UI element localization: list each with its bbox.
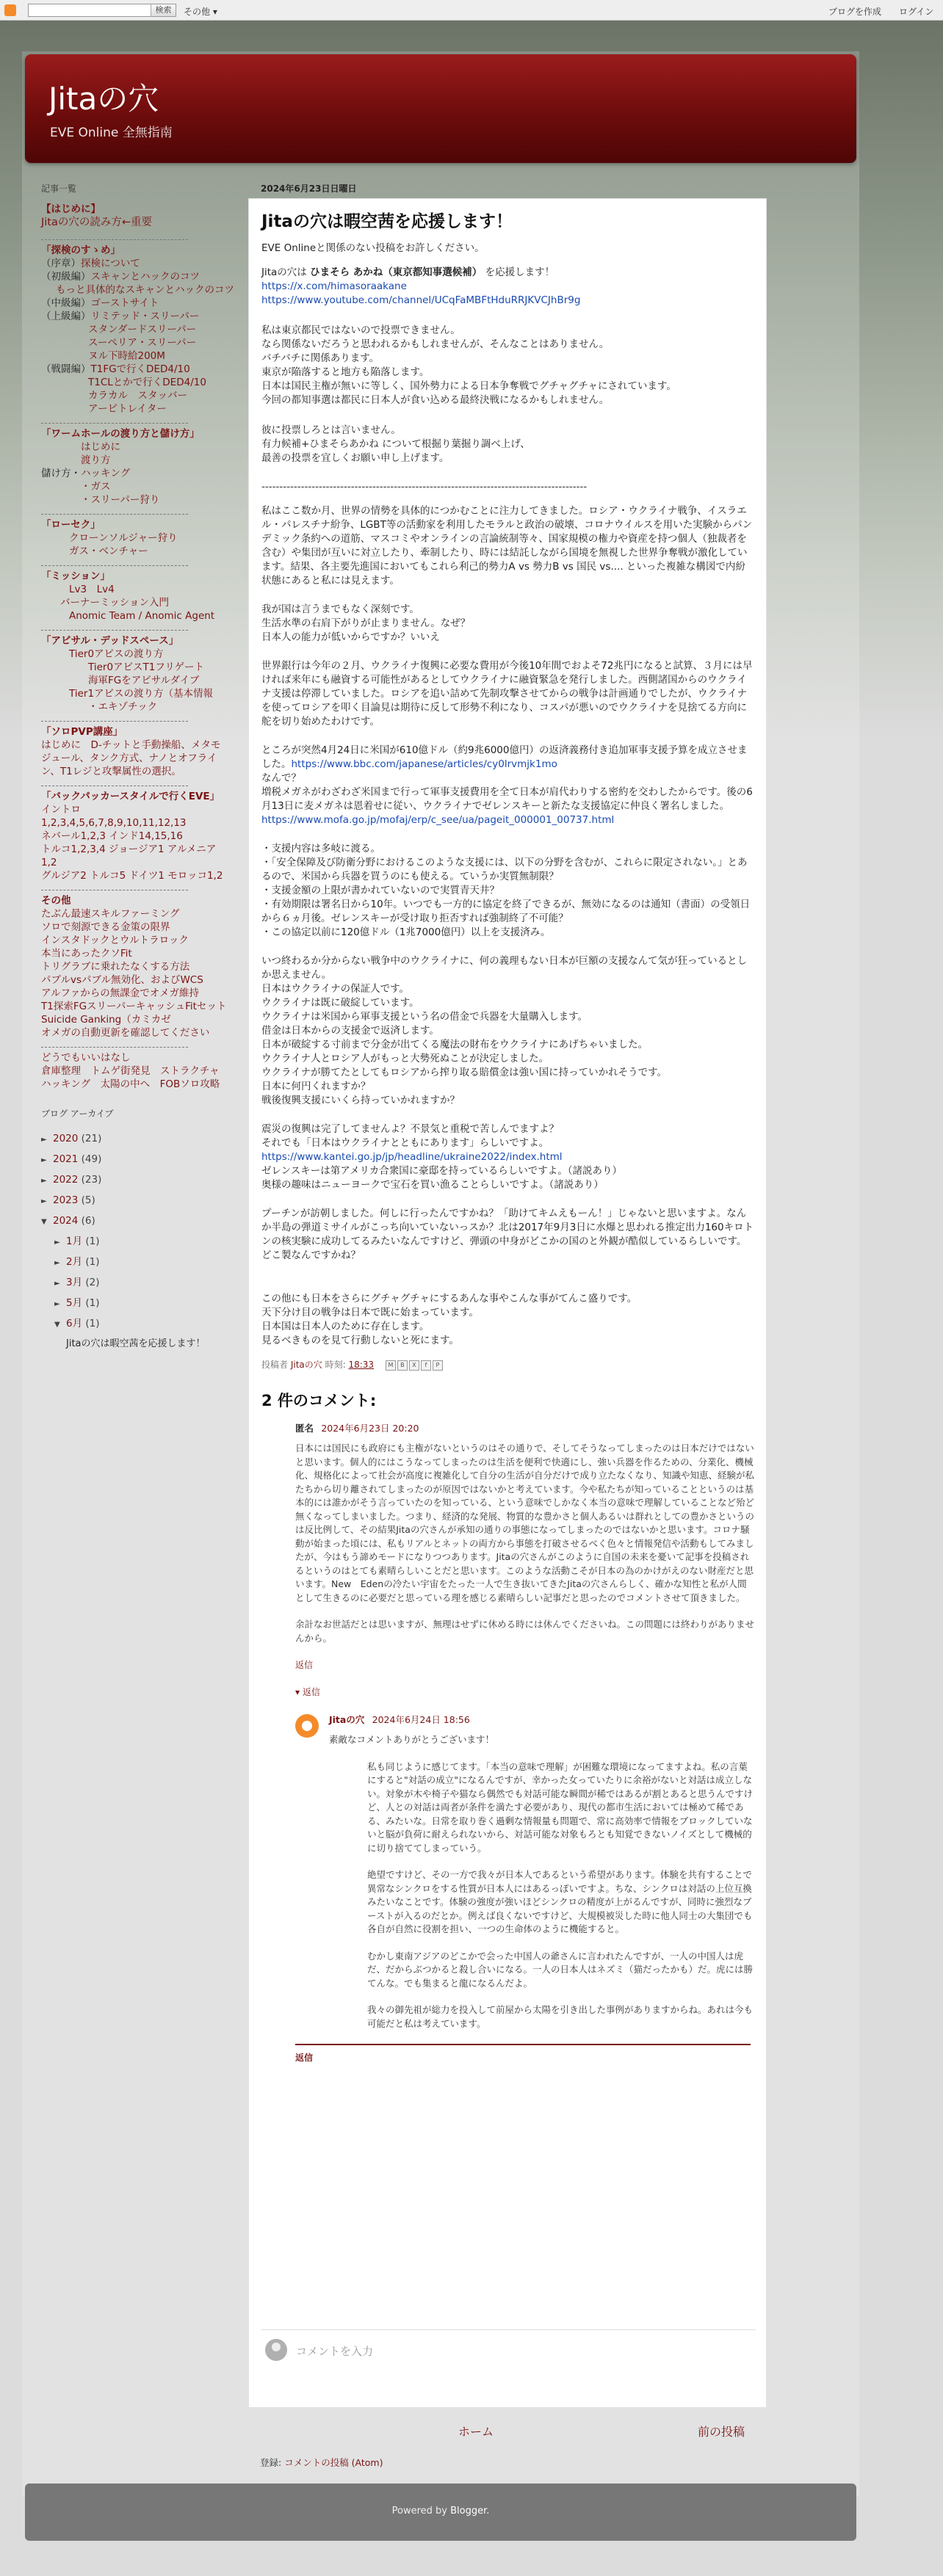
triangle-down-icon[interactable]: ▼ <box>54 1321 60 1329</box>
sidebar-group-title[interactable]: 「アビサル・デッドスペース」 <box>41 635 179 647</box>
blog-description: EVE Online 全無指南 <box>50 126 173 140</box>
archive-count: (1) <box>85 1236 100 1247</box>
text-line: 奥様の趣味はニューヨークで宝石を買い漁ることらしいですよ。（諸説あり） <box>261 1179 604 1191</box>
blog-archive <box>41 1129 225 1354</box>
sidebar-group-title[interactable]: その他 <box>41 895 71 907</box>
subscribe: 登録: コメントの投稿 (Atom) <box>260 2457 383 2468</box>
text-line: 戦後復興支援にいくら持っていかれますか？ <box>261 1095 460 1106</box>
paragraph-8 <box>261 954 755 1108</box>
email-icon[interactable]: M <box>386 1360 396 1371</box>
archive-month-link[interactable]: 2月 <box>66 1256 83 1268</box>
text-line: 日本人の能力が低いからですか？いいえ <box>261 631 440 643</box>
text-line: 日本に何円くれますか？ <box>261 1081 371 1092</box>
comment-input[interactable] <box>261 2329 756 2363</box>
sidebar-separator <box>41 423 188 424</box>
sidebar-item <box>41 960 225 973</box>
user-avatar-icon <box>265 2339 287 2361</box>
triangle-right-icon[interactable]: ► <box>54 1259 60 1267</box>
sidebar-item-link[interactable]: カラカル スタッバー <box>88 390 187 402</box>
reply-link-2[interactable]: 返信 <box>295 2053 314 2063</box>
sidebar-item-link[interactable]: ガス・ベンチャー <box>69 545 148 557</box>
text-line: 見るべきものを見て行動しないと死にます。 <box>261 1335 459 1346</box>
sidebar-item-link[interactable]: T1CLとかで行くDED4/10 <box>88 377 206 388</box>
link-bbc[interactable]: https://www.bbc.com/japanese/articles/cy0lrvmjk1mo <box>291 758 557 770</box>
sidebar-link-howto[interactable]: Jitaの穴の読み方←重要 <box>41 217 153 228</box>
paragraph-6b: なんで？ <box>261 772 301 784</box>
blog-this-icon[interactable]: B <box>397 1360 408 1371</box>
text-line: 天下分け目の戦争は日本で既に始まっています。 <box>261 1307 479 1318</box>
sidebar-item-prefix: 儲け方・ <box>41 468 81 479</box>
archive-year-link[interactable]: 2021 <box>53 1153 79 1165</box>
sidebar-item <box>41 739 225 778</box>
reply-link[interactable]: 返信 <box>295 1660 314 1670</box>
reply-body <box>329 1760 755 2031</box>
sidebar-item <box>41 297 225 310</box>
sidebar-item-link[interactable]: トルコ1,2,3,4 ジョージア1 アルメニア1,2 <box>41 843 217 868</box>
sidebar-item <box>41 440 225 454</box>
archive-count: (21) <box>81 1133 102 1144</box>
share-buttons <box>386 1358 444 1372</box>
home-link[interactable]: ホーム <box>458 2425 494 2439</box>
sidebar-separator <box>41 565 188 566</box>
chevron-down-icon: ▾ <box>212 7 217 17</box>
sidebar-item-prefix: （戦闘編） <box>41 363 91 375</box>
text-line: 日本が破綻する寸前まで分金が出てくる魔法の財布をウクライナにあげちゃいました。 <box>261 1039 648 1051</box>
blogger-navbar <box>0 0 943 21</box>
text-line: この他にも日本をさらにグチャグチャにするあんな事やこんな事がてんこ盛りです。 <box>261 1293 637 1305</box>
search-button[interactable]: 検索 <box>151 4 176 16</box>
archive-month-link[interactable]: 3月 <box>66 1277 83 1288</box>
sidebar-item-link[interactable]: Suicide Ganking（カミカゼ <box>41 1014 171 1026</box>
paragraph-9b <box>261 1164 755 1192</box>
sidebar-item-link[interactable]: Tier1アビスの渡り方（基本情報 <box>69 688 214 700</box>
blog-header <box>25 54 856 163</box>
paragraph-7 <box>261 842 755 940</box>
dash-divider: ------------------------------------------------------------------------------------------- <box>261 481 588 493</box>
paragraph-3: 私はここ数か月、世界の情勢を具体的につかむことに注力してきました。ロシア・ウクライナ戦争、イスラエル・パレスチナ紛争、LGBT等の活動家を利用したモラルと政治の破壊、コロナウイルスを用いた実験からパンデミック条約への道筋、マスコミやオンラインの言論統制等々、国家規模の権力や資産を持つ個人（独裁者を含む）や集団が互いに対立したり、牽制したり、時には結託しながら国境を無視した世界争奪戦が激化しています。結果、各主要先進国においてもこれら利己的勢力A vs 勢力B vs 国民 vs.... といった複雑な構図で内紛状態にあると私には見えます。 <box>261 505 753 587</box>
sidebar-item-link[interactable]: 海軍FGをアビサルダイブ <box>88 675 200 686</box>
text-line: 日本は国民主権が無いに等しく、国外勢力による日本争奪戦でグチャグチャにされています。 <box>261 380 676 392</box>
post-footer: 投稿者 Jitaの穴 時刻: 18:33 M B X f P <box>261 1358 755 1372</box>
sidebar-item <box>41 947 225 960</box>
text-line: 有力候補+ひまそらあかね について根掘り葉掘り調べ上げ、 <box>261 438 530 450</box>
reply-divider <box>295 2044 751 2045</box>
archive-month <box>41 1294 225 1314</box>
text-line: ・この協定以前に120億ドル（1兆7000億円）以上を支援済み。 <box>261 926 551 938</box>
post-date-header: 2024年6月23日日曜日 <box>261 184 357 194</box>
login-link[interactable]: ログイン <box>899 7 934 17</box>
sidebar <box>41 182 234 1354</box>
text-line: 借金は日本からの支援金で返済します。 <box>261 1025 439 1037</box>
sidebar-item <box>41 907 225 921</box>
sidebar-item <box>41 1000 225 1013</box>
sidebar-group-title[interactable]: 「ミッション」 <box>41 570 110 582</box>
sidebar-item-link[interactable]: 渡り方 <box>81 454 111 466</box>
archive-post-link[interactable]: Jitaの穴は暇空茜を応援します！ <box>66 1338 206 1349</box>
archive-year-link[interactable]: 2020 <box>53 1133 79 1144</box>
text-line: なら関係ないだろうと思われるかもしれませんが、そんなことはありません。 <box>261 338 610 350</box>
reply-date[interactable]: 2024年6月24日 18:56 <box>372 1714 470 1725</box>
sidebar-item-link[interactable]: イントロ1,2,3,4,5,6,7,8,9,10,11,12,13 <box>41 804 187 829</box>
archive-count: (1) <box>85 1256 100 1268</box>
text-line: 我が国は言うまでもなく深刻です。 <box>261 603 419 615</box>
post-intro: EVE Onlineと関係のない投稿をお許しください。 <box>261 242 485 254</box>
sidebar-item-link[interactable]: ハッキング <box>81 468 131 479</box>
sidebar-separator <box>41 1047 188 1048</box>
sidebar-item <box>41 467 225 480</box>
comment-paragraph: むかし東南アジアのどこかで会った中国人の爺さんに言われたんですが、一人の中国人は虎だ、だからぶつかると殺し合いになる。一人の日本人はネズミ（猫だったかも）だ。虎には勝てんな。でも集まると龍になるんだよ。 <box>367 1950 754 1989</box>
candidate-name: ひまそら あかね（東京都知事選候補） <box>310 266 483 278</box>
blogger-logo-icon[interactable] <box>4 4 16 16</box>
sidebar-item-link[interactable]: アルファからの無課金でオメガ維持 <box>41 987 200 999</box>
text-line: ウクライナ人とロシア人がもっと大勢死ぬことが決定しました。 <box>261 1053 549 1064</box>
text-line: いつ終わるか分からない戦争中のウクライナに、何の義理もない日本が巨額の支援なんて気が狂っているとしか思えません。 <box>261 955 748 981</box>
triangle-right-icon[interactable]: ► <box>41 1197 47 1205</box>
sidebar-group-title[interactable]: 「ソロPVP講座」 <box>41 726 123 738</box>
archive-month <box>41 1252 225 1273</box>
link-mofa[interactable]: https://www.mofa.go.jp/mofaj/erp/c_see/ua/pageit_000001_00737.html <box>261 814 615 826</box>
sidebar-item <box>41 389 225 402</box>
archive-month-link[interactable]: 1月 <box>66 1236 83 1247</box>
sidebar-item-link[interactable]: T1探索FGスリーパーキャッシュFitセット <box>41 1001 227 1012</box>
sidebar-separator <box>41 721 188 722</box>
sidebar-item-link[interactable]: ヌル下時給200M <box>88 350 165 362</box>
text-line: 今回の都知事選は都民に日本人が食い込める最終決戦になるかもしれません。 <box>261 394 610 406</box>
sidebar-item <box>41 545 225 558</box>
archive-year <box>41 1150 225 1170</box>
sidebar-item <box>41 987 225 1000</box>
footer <box>25 2484 856 2541</box>
sidebar-item <box>41 376 225 389</box>
sidebar-separator <box>41 630 188 631</box>
sidebar-item-prefix: （上級編） <box>41 311 91 322</box>
link-kantei[interactable]: https://www.kantei.go.jp/jp/headline/ukraine2022/index.html <box>261 1151 563 1163</box>
archive-year-link[interactable]: 2024 <box>53 1215 79 1227</box>
text-line: ウクライナが勝てたとしてもロシアから搾り取る賠償金は強い国に持っていかれそうです。 <box>261 1067 668 1078</box>
archive-year <box>41 1211 225 1232</box>
sidebar-separator <box>41 239 188 240</box>
search-input[interactable] <box>28 4 176 17</box>
text-line: 生活水準の右肩下がりが止まりません。なぜ？ <box>261 617 471 629</box>
sidebar-group-title[interactable]: 「バックパッカースタイルで行くEVE」 <box>41 791 220 802</box>
sidebar-item <box>41 283 234 297</box>
sidebar-item-link[interactable]: ・スリーパー狩り <box>81 494 160 506</box>
sidebar-item-link[interactable]: ゴーストサイト <box>90 297 159 309</box>
sidebar-group-title[interactable]: 「探検のすゝめ」 <box>41 244 120 256</box>
sidebar-item-prefix: （序章） <box>41 258 81 269</box>
text-line: 日本国は日本人のために存在します。 <box>261 1321 430 1332</box>
archive-year-link[interactable]: 2023 <box>53 1194 79 1206</box>
thread-toggle[interactable]: ▾ 返信 <box>295 1687 320 1697</box>
triangle-right-icon[interactable]: ► <box>41 1177 47 1185</box>
sidebar-item <box>41 480 225 493</box>
sidebar-group-title[interactable]: どうでもいいはなし <box>41 1052 131 1064</box>
sidebar-item-link[interactable]: Tier0アビスT1フリゲート <box>88 661 205 673</box>
paragraph-1 <box>261 324 755 407</box>
sidebar-group-title[interactable]: 「ローセク」 <box>41 519 101 531</box>
text-line: ウクライナは米国から軍事支援という名の借金で兵器を大量購入します。 <box>261 1011 588 1023</box>
text-line: ・有効期限は署名日から10年。いつでも一方的に協定を終了できるが、無効になるのは通知（書面）の受領日から６ヵ月後。ゼレンスキーが受け取り拒否すれば強制終了不可能？ <box>261 899 751 924</box>
archive-count: (49) <box>81 1153 102 1165</box>
sidebar-item-link[interactable]: オメガの自動更新を確認してください <box>41 1027 210 1039</box>
sidebar-item-prefix: （中級編） <box>41 297 91 309</box>
post-container <box>248 198 767 2408</box>
link-x[interactable]: https://x.com/himasoraakane <box>261 280 407 292</box>
comment-paragraph: 私も同じように感じてます。「本当の意味で理解」が困難な環境になってますよね。私の言葉にすると"対話の成立"になるんですが、幸かった女っていたりに余裕がないと対話は成立しない。対象が木や椅子や猫なら偶然でも対話可能な瞬間が稀ではあるが割とあると思うんですけど、人との対話は両者が条件を満たす必要があり、現代の都市生活においては極めて稀である、みたいな。日常を取り巻く過剰な情報量も問題で、常に高効率で情報をブロックしていないと脳が負荷に耐えられないから、対話可能な対象もろとも知覚できないノイズとして機械的に切り捨ててしまっていう。 <box>367 1760 754 1854</box>
sidebar-item <box>41 596 225 609</box>
text-line: ウクライナは既に破綻しています。 <box>261 997 419 1009</box>
sidebar-item <box>41 336 225 349</box>
sidebar-item <box>41 1078 225 1091</box>
sidebar-item <box>41 973 225 987</box>
sidebar-item <box>41 687 225 700</box>
sidebar-item-link[interactable]: Anomic Team / Anomic Agent <box>69 610 215 622</box>
sidebar-item-link[interactable]: バーナーミッション入門 <box>60 597 169 609</box>
post-body <box>261 242 755 1348</box>
sidebar-item <box>41 1026 225 1040</box>
sidebar-item-link[interactable]: リミテッド・スリーパー <box>90 311 200 322</box>
paragraph-10: プーチンが訪朝しました。何しに行ったんですかね？「助けてキムえもーん！」じゃないと思いますよ。なんか半島の弾道ミサイルがこっち向いていないっスか？北は2017年9月3日に水爆と思われる推定出力160キロトンの核実験に成功してるみたいなんですけど、弾頭の中身がどこかの国のと外観が酷似しているらしいです。どこ製なんですかね？ <box>261 1208 754 1261</box>
sidebar-item <box>41 830 225 843</box>
sidebar-item <box>41 310 225 323</box>
text-line: 私は東京都民ではないので投票できません。 <box>261 324 460 336</box>
text-line: 彼に投票しろとは言いません。 <box>261 424 401 436</box>
sidebar-item <box>41 661 225 674</box>
comment-body <box>295 1442 755 1645</box>
text-line: バチバチに関係あります。 <box>261 352 380 364</box>
sidebar-item-link[interactable]: スーペリア・スリーパー <box>88 337 197 349</box>
post-time-link[interactable]: 18:33 <box>348 1360 375 1370</box>
sidebar-item <box>41 493 225 507</box>
twitter-share-icon[interactable]: X <box>409 1360 419 1371</box>
sidebar-item <box>41 700 225 714</box>
reply-author[interactable]: Jitaの穴 <box>329 1714 365 1725</box>
text-line: ゼレンスキーは第アメリカ合衆国に豪邸を持っているらしいですよ。（諸説あり） <box>261 1165 623 1177</box>
sidebar-item-link[interactable]: もっと具体的なスキャンとハックのコツ <box>56 284 234 296</box>
archive-heading: ブログ アーカイブ <box>41 1109 114 1119</box>
archive-month <box>41 1273 225 1294</box>
archive-count: (1) <box>85 1318 100 1329</box>
sidebar-groups <box>41 239 234 1091</box>
triangle-right-icon[interactable]: ► <box>41 1156 47 1164</box>
sidebar-item <box>41 270 225 283</box>
paragraph-5: 世界銀行は今年の２月、ウクライナ復興に必要な費用が今後10年間でおよそ72兆円になると試算、３月には早ければ来年にも融資する可能性があるとしてウクライナに融資緊急を発行しました。西側諸国からのウクライナ支援は停滞していました。ロシアを追い詰めて先制攻撃させてからの戦争は計画通りでしたが、ウクライナを使ってロシアを叩く目論見は期待に反して形勢不利になり、コスパが悪いのでウクライナを見捨てる方向に舵を切り始めたわけです。 <box>261 660 753 728</box>
sidebar-item-link[interactable]: Tier0アビスの渡り方 <box>69 648 164 660</box>
archive-month-link[interactable]: 5月 <box>66 1297 83 1309</box>
triangle-down-icon[interactable]: ▼ <box>41 1218 47 1226</box>
sidebar-item-link[interactable]: スタンダードスリーパー <box>88 324 197 335</box>
comment-paragraph: 我々の御先祖が総力を投入して前屋から太陽を引き出した事例がありますからね。あれは今も可能だと私は考えています。 <box>367 2004 754 2029</box>
triangle-right-icon[interactable]: ► <box>54 1300 60 1308</box>
text-line: ・支援金額の上限が書かれていないので実質青天井？ <box>261 885 499 896</box>
archive-month <box>41 1314 225 1335</box>
triangle-right-icon[interactable]: ► <box>54 1238 60 1247</box>
sidebar-item-link[interactable]: ネバール1,2,3 インド14,15,16 <box>41 830 183 842</box>
comment-1 <box>261 1421 755 2065</box>
archive-month <box>41 1232 225 1252</box>
blogger-avatar-icon <box>295 1714 319 1738</box>
comment-date[interactable]: 2024年6月23日 20:20 <box>321 1423 419 1434</box>
post-author-link[interactable]: Jitaの穴 <box>290 1360 322 1370</box>
sidebar-item-link[interactable]: 倉庫整理 トムゲ街発見 ストラクチャ <box>41 1065 220 1077</box>
sidebar-item-link[interactable]: インスタドックとウルトラロック <box>41 935 189 946</box>
archive-count: (6) <box>81 1215 95 1227</box>
archive-year-link[interactable]: 2022 <box>53 1174 79 1186</box>
sidebar-item <box>41 921 225 934</box>
comment-paragraph: 日本には国民にも政府にも主権がないというのはその通りで、そしてそうなってしまったのは日本だけではないと思います。個人的にはこうなってしまったのは生活を便利で快適にし、強い兵器を作るための、分業化、機械化、規格化によって社会が高度に複雑化して自分の生活が自分だけで成り立たなくなり、知識や知恵、経験が私たちから切り離されてしまったのが原因ではないかと考えています。今や私たちが知っていることというのは基本的には誰かがそう言っていたのを知っている、という意味でしかなく本当の意味で理解していることなど殆ど無くなってしまいました。つまり、経済的な発展、物質的な豊かさと個人あるいは群れとしての豊かさというのは反比例して、その結果Jitaの穴さんが承知の通りの事態になってしまったのではないかと思います。コロナ騒動が始まった頃には、私もリアルとネットの両方から事態を打破させるべく色々と情報発信や活動もしてみましたが、今はもう諦めモードになりつつあります。Jitaの穴さんがこのように自国の未来を憂いて記事を投稿されるというのはとても素晴らしいことだと思います。このような活動こそが日本の為のかけがえのない財産だと思います。New Edenの冷たい宇宙をたった一人で生き抜いてきたJitaの穴さんらしく、確かな知性と私が人間として生きるのに必要だと思っている理を感じる素晴らしい記事だと思ったのでコメントさせて頂きました。 <box>295 1443 755 1603</box>
older-post-link[interactable]: 前の投稿 <box>698 2425 745 2439</box>
sidebar-item <box>41 323 225 336</box>
comment-paragraph: 絶望ですけど、その一方で我々が日本人であるという希望があります。体験を共有することで異常なシンクロをする性質が日本人にはあるっぽいですよ。ちな、シンクロは対話の上位互換みたいなことです。体験の強度が強いほどシンクロの精度が上がるんですが、同時に強烈なブーストが入るのだとか。例えば良くないですけど、大規模被災した時に他人同士の大集団でも各自が自然に役割を担い、一つの生命体のように機能すると。 <box>367 1869 753 1934</box>
text-line: 最善の投票を宜しくお願い申し上げます。 <box>261 452 449 464</box>
comment-placeholder: コメントを入力 <box>296 2345 374 2358</box>
sidebar-item <box>41 454 225 467</box>
paragraph-6a: ところが突然4月24日に米国が610億ドル（約9兆6000億円）の返済義務付き追加軍事支援予算を成立させました。https://www.bbc.com/japanese/articles/cy0lrvmjk1mo <box>261 744 748 770</box>
link-youtube[interactable]: https://www.youtube.com/channel/UCqFaMBFtHduRRJKVCJhBr9g <box>261 294 581 306</box>
sidebar-item <box>41 647 225 661</box>
sidebar-item <box>41 934 225 947</box>
sidebar-item-link[interactable]: パブルvsパブル無効化、およびWCS <box>41 974 203 986</box>
more-menu[interactable]: その他 ▾ <box>184 7 217 17</box>
sidebar-item-link[interactable]: ・エキゾチック <box>88 701 158 713</box>
sidebar-item-link[interactable]: Lv3 Lv4 <box>69 584 115 595</box>
sidebar-item-link[interactable]: はじめに <box>81 441 120 453</box>
reply-greeting: 素敵なコメントありがとうございます！ <box>329 1734 495 1745</box>
sidebar-item <box>41 609 225 623</box>
archive-count: (5) <box>81 1194 95 1206</box>
sidebar-heading: 記事一覧 <box>41 184 77 194</box>
sidebar-item <box>41 843 225 869</box>
sidebar-item-prefix: （初級編） <box>41 271 91 283</box>
triangle-right-icon[interactable]: ► <box>54 1280 60 1288</box>
sidebar-item-link[interactable]: クローンソルジャー狩り <box>69 532 178 544</box>
sidebar-item <box>41 531 225 545</box>
paragraph-9a <box>261 1122 755 1150</box>
sidebar-item-link[interactable]: ソロで刻源できる金策の限界 <box>41 921 170 933</box>
sidebar-group-title[interactable]: 「ワームホールの渡り方と儲け方」 <box>41 428 200 440</box>
comment-paragraph: 余計なお世話だとは思いますが、無理はせずに休める時には休んでくださいね。この問題には終わりがありませんから。 <box>295 1619 755 1644</box>
text-line: 震災の復興は完了してませんよ？不景気と重税で苦しんでますよ？ <box>261 1123 559 1135</box>
chevron-down-icon: ▾ <box>295 1687 300 1697</box>
support-line: Jitaの穴は ひまそら あかね（東京都知事選候補） を応援します！ <box>261 266 555 278</box>
sidebar-link-intro[interactable]: 【はじめに】 <box>41 203 101 215</box>
atom-feed-link[interactable]: コメントの投稿 (Atom) <box>284 2457 383 2468</box>
paragraph-4 <box>261 603 755 645</box>
sidebar-item <box>41 1013 225 1026</box>
archive-month-link[interactable]: 6月 <box>66 1318 83 1329</box>
sidebar-item <box>41 363 225 376</box>
sidebar-item <box>41 674 225 687</box>
paragraph-6c: 増税メガネがわざわざ米国まで行って軍事支援費用を全て日本が肩代わりする密約を交わしたからです。後の6月13日に麦メガネは恩着せに従い、ウクライナでゼレンスキーと新たな支援協定に仲良く署名しました。 <box>261 786 753 812</box>
sidebar-item-link[interactable]: グルジア2 トルコ5 ドイツ1 モロッコ1,2 <box>41 870 223 882</box>
sidebar-item-link[interactable]: 探検について <box>81 258 140 269</box>
blog-title[interactable]: Jitaの穴 <box>48 81 159 117</box>
sidebar-item-link[interactable]: たぶん最速スキルファーミング <box>41 908 180 920</box>
sidebar-item <box>41 803 225 830</box>
sidebar-item-link[interactable]: ・ガス <box>81 481 111 493</box>
pinterest-share-icon[interactable]: P <box>433 1360 443 1371</box>
sidebar-item-link[interactable]: はじめに D-チットと手動操船、メタモジュール、タンク方式、ナノとオフライン、T1レジと攻撃属性の選択。 <box>41 739 221 777</box>
paragraph-11 <box>261 1292 755 1348</box>
comment-author: 匿名 <box>295 1423 314 1434</box>
text-line: 日本はウクライナの保証人です。 <box>261 983 410 995</box>
sidebar-item-link[interactable]: T1FGで行くDED4/10 <box>90 363 190 375</box>
sidebar-item-link[interactable]: スキャンとハックのコツ <box>90 271 200 283</box>
archive-count: (1) <box>85 1297 100 1309</box>
sidebar-item <box>41 349 225 363</box>
sidebar-item <box>41 402 225 416</box>
archive-count: (2) <box>85 1277 100 1288</box>
sidebar-item-link[interactable]: アーピトレイター <box>88 403 167 415</box>
text-line: それでも「日本はウクライナとともにあります」らしいですよ。 <box>261 1137 549 1149</box>
sidebar-separator <box>41 514 188 515</box>
text-line: ・支援内容は多岐に渡る。 <box>261 843 380 855</box>
sidebar-item-link[interactable]: ハッキング 太陽の中へ FOBソロ攻略 <box>41 1078 220 1090</box>
sidebar-item-link[interactable]: トリグラブに乗れたなくする方法 <box>41 961 190 973</box>
create-blog-link[interactable]: ブログを作成 <box>828 7 882 17</box>
archive-year <box>41 1170 225 1191</box>
blogger-link[interactable]: Blogger. <box>450 2506 490 2517</box>
archive-year <box>41 1191 225 1211</box>
archive-year <box>41 1129 225 1150</box>
comments-title: 2 件のコメント: <box>261 1392 377 1409</box>
sidebar-item <box>41 1064 225 1078</box>
sidebar-item <box>41 869 225 882</box>
sidebar-item <box>41 257 225 270</box>
sidebar-item-link[interactable]: 本当にあったクソFit <box>41 948 132 959</box>
text-line: 東京が陥落すると地方も陥落します。 <box>261 366 430 378</box>
powered-by: Powered by Blogger. <box>391 2506 490 2517</box>
paragraph-2 <box>261 424 755 465</box>
text-line: ・「安全保障及び防衛分野におけるこのような支援には、以下の分野を含むが、これらに限定されない。」とあるので、米国から兵器を買うのにも使える。ていうか実質無制限？ <box>261 857 748 882</box>
post-title: Jitaの穴は暇空茜を応援します！ <box>261 212 513 231</box>
archive-count: (23) <box>81 1174 102 1186</box>
triangle-right-icon[interactable]: ► <box>41 1136 47 1144</box>
sidebar-item <box>41 583 225 596</box>
facebook-share-icon[interactable]: f <box>421 1360 431 1371</box>
comment-reply-1 <box>295 1713 755 2031</box>
